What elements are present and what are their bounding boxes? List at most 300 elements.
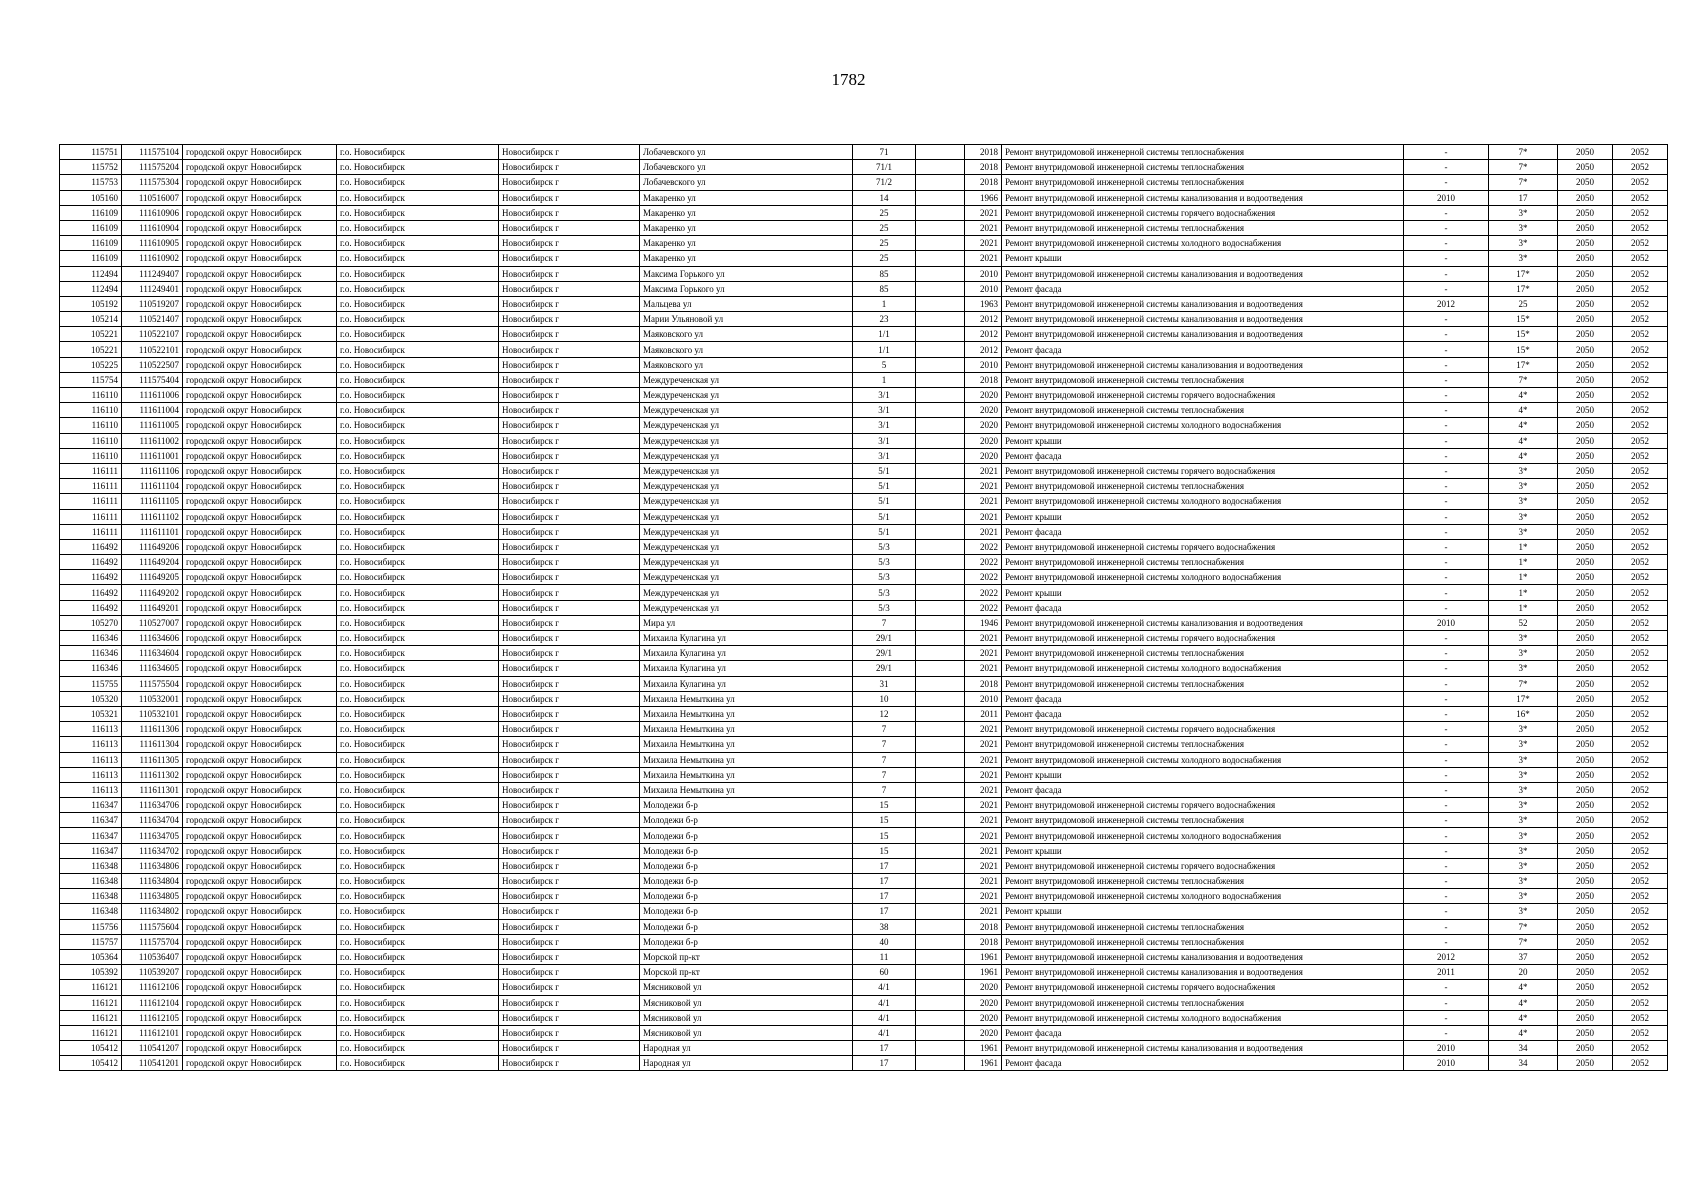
last-repair-year-cell: - — [1404, 828, 1489, 843]
street-cell: Молодежи б-р — [640, 828, 853, 843]
settlement-cell: Новосибирск г — [499, 190, 640, 205]
work-type-cell: Ремонт внутридомовой инженерной системы теплоснабжения — [1002, 676, 1404, 691]
plan-end-cell: 2052 — [1613, 251, 1668, 266]
plan-start-cell: 2050 — [1558, 570, 1613, 585]
table-row — [60, 175, 1668, 190]
plan-end-cell: 2052 — [1613, 949, 1668, 964]
municipality-cell: городской округ Новосибирск — [183, 889, 337, 904]
settlement-cell: Новосибирск г — [499, 858, 640, 873]
plan-start-cell: 2050 — [1558, 585, 1613, 600]
work-type-cell: Ремонт внутридомовой инженерной системы теплоснабжения — [1002, 919, 1404, 934]
street-cell: Молодежи б-р — [640, 858, 853, 873]
table-row — [60, 676, 1668, 691]
item-code-cell: 110527007 — [122, 615, 183, 630]
municipality-cell: городской округ Новосибирск — [183, 691, 337, 706]
house-number-cell: 3/1 — [853, 403, 916, 418]
plan-end-cell: 2052 — [1613, 570, 1668, 585]
building-cell — [916, 220, 965, 235]
street-cell: Молодежи б-р — [640, 874, 853, 889]
building-cell — [916, 676, 965, 691]
house-number-cell: 38 — [853, 919, 916, 934]
plan-end-cell: 2052 — [1613, 828, 1668, 843]
item-code-cell: 111649206 — [122, 539, 183, 554]
building-cell — [916, 965, 965, 980]
settlement-cell: Новосибирск г — [499, 904, 640, 919]
settlement-cell: Новосибирск г — [499, 1010, 640, 1025]
municipality-cell: городской округ Новосибирск — [183, 266, 337, 281]
municipality-cell: городской округ Новосибирск — [183, 296, 337, 311]
street-cell: Междуреченская ул — [640, 463, 853, 478]
municipality-cell: городской округ Новосибирск — [183, 175, 337, 190]
work-type-cell: Ремонт крыши — [1002, 904, 1404, 919]
plan-end-cell: 2052 — [1613, 676, 1668, 691]
record-id-cell: 116110 — [60, 418, 122, 433]
district-cell: г.о. Новосибирск — [337, 145, 499, 160]
work-type-cell: Ремонт внутридомовой инженерной системы холодного водоснабжения — [1002, 494, 1404, 509]
wear-cell: 3* — [1489, 782, 1558, 797]
building-cell — [916, 980, 965, 995]
record-id-cell: 116121 — [60, 980, 122, 995]
municipality-cell: городской округ Новосибирск — [183, 524, 337, 539]
municipality-cell: городской округ Новосибирск — [183, 980, 337, 995]
building-cell — [916, 281, 965, 296]
year-built-cell: 2021 — [965, 798, 1002, 813]
year-built-cell: 2018 — [965, 919, 1002, 934]
item-code-cell: 111611101 — [122, 524, 183, 539]
work-type-cell: Ремонт внутридомовой инженерной системы холодного водоснабжения — [1002, 236, 1404, 251]
municipality-cell: городской округ Новосибирск — [183, 236, 337, 251]
table-row — [60, 843, 1668, 858]
repair-schedule-table — [59, 144, 1668, 1071]
item-code-cell: 110539207 — [122, 965, 183, 980]
year-built-cell: 2021 — [965, 737, 1002, 752]
street-cell: Междуреченская ул — [640, 539, 853, 554]
district-cell: г.о. Новосибирск — [337, 1056, 499, 1071]
year-built-cell: 2010 — [965, 691, 1002, 706]
district-cell: г.о. Новосибирск — [337, 251, 499, 266]
last-repair-year-cell: - — [1404, 433, 1489, 448]
item-code-cell: 111634706 — [122, 798, 183, 813]
district-cell: г.о. Новосибирск — [337, 524, 499, 539]
settlement-cell: Новосибирск г — [499, 327, 640, 342]
district-cell: г.о. Новосибирск — [337, 767, 499, 782]
district-cell: г.о. Новосибирск — [337, 934, 499, 949]
house-number-cell: 5 — [853, 357, 916, 372]
street-cell: Макаренко ул — [640, 236, 853, 251]
building-cell — [916, 874, 965, 889]
record-id-cell: 115751 — [60, 145, 122, 160]
record-id-cell: 116492 — [60, 555, 122, 570]
district-cell: г.о. Новосибирск — [337, 752, 499, 767]
last-repair-year-cell: - — [1404, 904, 1489, 919]
plan-end-cell: 2052 — [1613, 661, 1668, 676]
house-number-cell: 71/1 — [853, 160, 916, 175]
plan-start-cell: 2050 — [1558, 843, 1613, 858]
house-number-cell: 5/3 — [853, 600, 916, 615]
district-cell: г.о. Новосибирск — [337, 691, 499, 706]
year-built-cell: 2022 — [965, 539, 1002, 554]
wear-cell: 20 — [1489, 965, 1558, 980]
building-cell — [916, 1025, 965, 1040]
wear-cell: 7* — [1489, 175, 1558, 190]
last-repair-year-cell: 2012 — [1404, 949, 1489, 964]
table-row — [60, 585, 1668, 600]
house-number-cell: 29/1 — [853, 631, 916, 646]
street-cell: Мясниковой ул — [640, 980, 853, 995]
building-cell — [916, 251, 965, 266]
plan-start-cell: 2050 — [1558, 524, 1613, 539]
municipality-cell: городской округ Новосибирск — [183, 1025, 337, 1040]
municipality-cell: городской округ Новосибирск — [183, 418, 337, 433]
year-built-cell: 2021 — [965, 904, 1002, 919]
work-type-cell: Ремонт внутридомовой инженерной системы канализования и водоотведения — [1002, 266, 1404, 281]
municipality-cell: городской округ Новосибирск — [183, 372, 337, 387]
district-cell: г.о. Новосибирск — [337, 706, 499, 721]
municipality-cell: городской округ Новосибирск — [183, 357, 337, 372]
building-cell — [916, 843, 965, 858]
building-cell — [916, 706, 965, 721]
table-row — [60, 813, 1668, 828]
table-row — [60, 448, 1668, 463]
street-cell: Междуреченская ул — [640, 372, 853, 387]
plan-start-cell: 2050 — [1558, 904, 1613, 919]
wear-cell: 4* — [1489, 433, 1558, 448]
wear-cell: 3* — [1489, 631, 1558, 646]
plan-start-cell: 2050 — [1558, 980, 1613, 995]
item-code-cell: 111649202 — [122, 585, 183, 600]
wear-cell: 7* — [1489, 372, 1558, 387]
district-cell: г.о. Новосибирск — [337, 843, 499, 858]
record-id-cell: 116113 — [60, 767, 122, 782]
plan-end-cell: 2052 — [1613, 433, 1668, 448]
district-cell: г.о. Новосибирск — [337, 539, 499, 554]
building-cell — [916, 904, 965, 919]
record-id-cell: 116492 — [60, 570, 122, 585]
settlement-cell: Новосибирск г — [499, 600, 640, 615]
table-row — [60, 828, 1668, 843]
table-row — [60, 919, 1668, 934]
record-id-cell: 116121 — [60, 995, 122, 1010]
work-type-cell: Ремонт внутридомовой инженерной системы горячего водоснабжения — [1002, 722, 1404, 737]
plan-end-cell: 2052 — [1613, 509, 1668, 524]
work-type-cell: Ремонт крыши — [1002, 843, 1404, 858]
municipality-cell: городской округ Новосибирск — [183, 463, 337, 478]
item-code-cell: 111634704 — [122, 813, 183, 828]
plan-end-cell: 2052 — [1613, 296, 1668, 311]
last-repair-year-cell: - — [1404, 251, 1489, 266]
year-built-cell: 1961 — [965, 1056, 1002, 1071]
plan-start-cell: 2050 — [1558, 934, 1613, 949]
house-number-cell: 7 — [853, 767, 916, 782]
settlement-cell: Новосибирск г — [499, 631, 640, 646]
last-repair-year-cell: - — [1404, 585, 1489, 600]
last-repair-year-cell: - — [1404, 236, 1489, 251]
plan-end-cell: 2052 — [1613, 1056, 1668, 1071]
building-cell — [916, 722, 965, 737]
street-cell: Михаила Немыткина ул — [640, 767, 853, 782]
plan-start-cell: 2050 — [1558, 949, 1613, 964]
house-number-cell: 5/1 — [853, 524, 916, 539]
municipality-cell: городской округ Новосибирск — [183, 251, 337, 266]
record-id-cell: 105364 — [60, 949, 122, 964]
plan-start-cell: 2050 — [1558, 722, 1613, 737]
item-code-cell: 111611006 — [122, 388, 183, 403]
work-type-cell: Ремонт фасада — [1002, 706, 1404, 721]
item-code-cell: 111612105 — [122, 1010, 183, 1025]
building-cell — [916, 661, 965, 676]
record-id-cell: 116109 — [60, 205, 122, 220]
item-code-cell: 111611004 — [122, 403, 183, 418]
item-code-cell: 110536407 — [122, 949, 183, 964]
table-row — [60, 949, 1668, 964]
street-cell: Междуреченская ул — [640, 418, 853, 433]
street-cell: Междуреченская ул — [640, 388, 853, 403]
last-repair-year-cell: - — [1404, 570, 1489, 585]
district-cell: г.о. Новосибирск — [337, 600, 499, 615]
settlement-cell: Новосибирск г — [499, 403, 640, 418]
building-cell — [916, 433, 965, 448]
settlement-cell: Новосибирск г — [499, 312, 640, 327]
municipality-cell: городской округ Новосибирск — [183, 676, 337, 691]
year-built-cell: 2021 — [965, 843, 1002, 858]
work-type-cell: Ремонт фасада — [1002, 782, 1404, 797]
record-id-cell: 116111 — [60, 509, 122, 524]
item-code-cell: 111611005 — [122, 418, 183, 433]
plan-end-cell: 2052 — [1613, 418, 1668, 433]
item-code-cell: 110522107 — [122, 327, 183, 342]
work-type-cell: Ремонт внутридомовой инженерной системы теплоснабжения — [1002, 145, 1404, 160]
settlement-cell: Новосибирск г — [499, 782, 640, 797]
plan-start-cell: 2050 — [1558, 646, 1613, 661]
plan-end-cell: 2052 — [1613, 342, 1668, 357]
plan-start-cell: 2050 — [1558, 1041, 1613, 1056]
item-code-cell: 110522507 — [122, 357, 183, 372]
street-cell: Михаила Кулагина ул — [640, 646, 853, 661]
house-number-cell: 71 — [853, 145, 916, 160]
last-repair-year-cell: - — [1404, 463, 1489, 478]
municipality-cell: городской округ Новосибирск — [183, 949, 337, 964]
building-cell — [916, 767, 965, 782]
wear-cell: 7* — [1489, 160, 1558, 175]
house-number-cell: 40 — [853, 934, 916, 949]
work-type-cell: Ремонт крыши — [1002, 767, 1404, 782]
wear-cell: 7* — [1489, 676, 1558, 691]
year-built-cell: 2021 — [965, 813, 1002, 828]
settlement-cell: Новосибирск г — [499, 236, 640, 251]
house-number-cell: 17 — [853, 1041, 916, 1056]
settlement-cell: Новосибирск г — [499, 706, 640, 721]
municipality-cell: городской округ Новосибирск — [183, 539, 337, 554]
municipality-cell: городской округ Новосибирск — [183, 661, 337, 676]
plan-start-cell: 2050 — [1558, 555, 1613, 570]
plan-start-cell: 2050 — [1558, 874, 1613, 889]
plan-start-cell: 2050 — [1558, 357, 1613, 372]
settlement-cell: Новосибирск г — [499, 1025, 640, 1040]
record-id-cell: 105221 — [60, 342, 122, 357]
plan-end-cell: 2052 — [1613, 722, 1668, 737]
item-code-cell: 110521407 — [122, 312, 183, 327]
year-built-cell: 2012 — [965, 312, 1002, 327]
street-cell: Мальцева ул — [640, 296, 853, 311]
house-number-cell: 5/1 — [853, 463, 916, 478]
street-cell: Молодежи б-р — [640, 934, 853, 949]
plan-start-cell: 2050 — [1558, 266, 1613, 281]
building-cell — [916, 388, 965, 403]
building-cell — [916, 418, 965, 433]
house-number-cell: 25 — [853, 251, 916, 266]
year-built-cell: 2021 — [965, 752, 1002, 767]
table-row — [60, 934, 1668, 949]
wear-cell: 34 — [1489, 1041, 1558, 1056]
wear-cell: 25 — [1489, 296, 1558, 311]
street-cell: Молодежи б-р — [640, 919, 853, 934]
settlement-cell: Новосибирск г — [499, 175, 640, 190]
municipality-cell: городской округ Новосибирск — [183, 767, 337, 782]
year-built-cell: 2021 — [965, 858, 1002, 873]
plan-end-cell: 2052 — [1613, 752, 1668, 767]
district-cell: г.о. Новосибирск — [337, 585, 499, 600]
item-code-cell: 111612104 — [122, 995, 183, 1010]
plan-end-cell: 2052 — [1613, 372, 1668, 387]
item-code-cell: 111611102 — [122, 509, 183, 524]
record-id-cell: 116348 — [60, 904, 122, 919]
year-built-cell: 2021 — [965, 220, 1002, 235]
house-number-cell: 4/1 — [853, 980, 916, 995]
municipality-cell: городской округ Новосибирск — [183, 281, 337, 296]
settlement-cell: Новосибирск г — [499, 205, 640, 220]
district-cell: г.о. Новосибирск — [337, 889, 499, 904]
year-built-cell: 1963 — [965, 296, 1002, 311]
record-id-cell: 115757 — [60, 934, 122, 949]
last-repair-year-cell: - — [1404, 858, 1489, 873]
year-built-cell: 2021 — [965, 767, 1002, 782]
street-cell: Междуреченская ул — [640, 403, 853, 418]
plan-end-cell: 2052 — [1613, 737, 1668, 752]
settlement-cell: Новосибирск г — [499, 372, 640, 387]
record-id-cell: 116346 — [60, 661, 122, 676]
year-built-cell: 2018 — [965, 145, 1002, 160]
settlement-cell: Новосибирск г — [499, 828, 640, 843]
house-number-cell: 4/1 — [853, 1010, 916, 1025]
settlement-cell: Новосибирск г — [499, 463, 640, 478]
building-cell — [916, 949, 965, 964]
last-repair-year-cell: 2012 — [1404, 296, 1489, 311]
last-repair-year-cell: - — [1404, 767, 1489, 782]
table-row — [60, 479, 1668, 494]
street-cell: Михаила Немыткина ул — [640, 706, 853, 721]
table-row — [60, 509, 1668, 524]
house-number-cell: 3/1 — [853, 418, 916, 433]
plan-start-cell: 2050 — [1558, 1010, 1613, 1025]
street-cell: Михаила Кулагина ул — [640, 631, 853, 646]
plan-start-cell: 2050 — [1558, 342, 1613, 357]
municipality-cell: городской округ Новосибирск — [183, 388, 337, 403]
house-number-cell: 25 — [853, 236, 916, 251]
plan-start-cell: 2050 — [1558, 448, 1613, 463]
street-cell: Междуреченская ул — [640, 433, 853, 448]
last-repair-year-cell: - — [1404, 676, 1489, 691]
municipality-cell: городской округ Новосибирск — [183, 448, 337, 463]
table-row — [60, 858, 1668, 873]
work-type-cell: Ремонт внутридомовой инженерной системы холодного водоснабжения — [1002, 1010, 1404, 1025]
item-code-cell: 111575404 — [122, 372, 183, 387]
wear-cell: 3* — [1489, 843, 1558, 858]
wear-cell: 1* — [1489, 570, 1558, 585]
wear-cell: 16* — [1489, 706, 1558, 721]
settlement-cell: Новосибирск г — [499, 251, 640, 266]
last-repair-year-cell: 2010 — [1404, 615, 1489, 630]
year-built-cell: 2021 — [965, 205, 1002, 220]
year-built-cell: 2021 — [965, 251, 1002, 266]
work-type-cell: Ремонт внутридомовой инженерной системы теплоснабжения — [1002, 175, 1404, 190]
house-number-cell: 3/1 — [853, 388, 916, 403]
street-cell: Михаила Немыткина ул — [640, 691, 853, 706]
building-cell — [916, 600, 965, 615]
street-cell: Мясниковой ул — [640, 1025, 853, 1040]
year-built-cell: 2010 — [965, 357, 1002, 372]
record-id-cell: 116492 — [60, 539, 122, 554]
table-row — [60, 798, 1668, 813]
house-number-cell: 85 — [853, 281, 916, 296]
table-row — [60, 737, 1668, 752]
house-number-cell: 5/3 — [853, 570, 916, 585]
year-built-cell: 2010 — [965, 266, 1002, 281]
settlement-cell: Новосибирск г — [499, 767, 640, 782]
record-id-cell: 112494 — [60, 266, 122, 281]
district-cell: г.о. Новосибирск — [337, 661, 499, 676]
house-number-cell: 1 — [853, 296, 916, 311]
work-type-cell: Ремонт внутридомовой инженерной системы канализования и водоотведения — [1002, 327, 1404, 342]
year-built-cell: 2020 — [965, 418, 1002, 433]
plan-end-cell: 2052 — [1613, 479, 1668, 494]
record-id-cell: 116111 — [60, 463, 122, 478]
record-id-cell: 116109 — [60, 220, 122, 235]
wear-cell: 17* — [1489, 691, 1558, 706]
district-cell: г.о. Новосибирск — [337, 509, 499, 524]
year-built-cell: 2020 — [965, 995, 1002, 1010]
plan-start-cell: 2050 — [1558, 798, 1613, 813]
district-cell: г.о. Новосибирск — [337, 965, 499, 980]
last-repair-year-cell: - — [1404, 418, 1489, 433]
item-code-cell: 111611301 — [122, 782, 183, 797]
building-cell — [916, 190, 965, 205]
work-type-cell: Ремонт внутридомовой инженерной системы горячего водоснабжения — [1002, 631, 1404, 646]
street-cell: Междуреченская ул — [640, 509, 853, 524]
last-repair-year-cell: - — [1404, 524, 1489, 539]
record-id-cell: 116110 — [60, 433, 122, 448]
building-cell — [916, 570, 965, 585]
street-cell: Маяковского ул — [640, 357, 853, 372]
settlement-cell: Новосибирск г — [499, 570, 640, 585]
item-code-cell: 111610905 — [122, 236, 183, 251]
plan-end-cell: 2052 — [1613, 145, 1668, 160]
wear-cell: 4* — [1489, 1010, 1558, 1025]
building-cell — [916, 494, 965, 509]
record-id-cell: 116348 — [60, 858, 122, 873]
item-code-cell: 111575704 — [122, 934, 183, 949]
work-type-cell: Ремонт фасада — [1002, 691, 1404, 706]
plan-end-cell: 2052 — [1613, 980, 1668, 995]
plan-start-cell: 2050 — [1558, 372, 1613, 387]
wear-cell: 4* — [1489, 995, 1558, 1010]
work-type-cell: Ремонт внутридомовой инженерной системы теплоснабжения — [1002, 555, 1404, 570]
settlement-cell: Новосибирск г — [499, 160, 640, 175]
building-cell — [916, 175, 965, 190]
house-number-cell: 3/1 — [853, 448, 916, 463]
year-built-cell: 2018 — [965, 175, 1002, 190]
wear-cell: 17 — [1489, 190, 1558, 205]
item-code-cell: 111575604 — [122, 919, 183, 934]
